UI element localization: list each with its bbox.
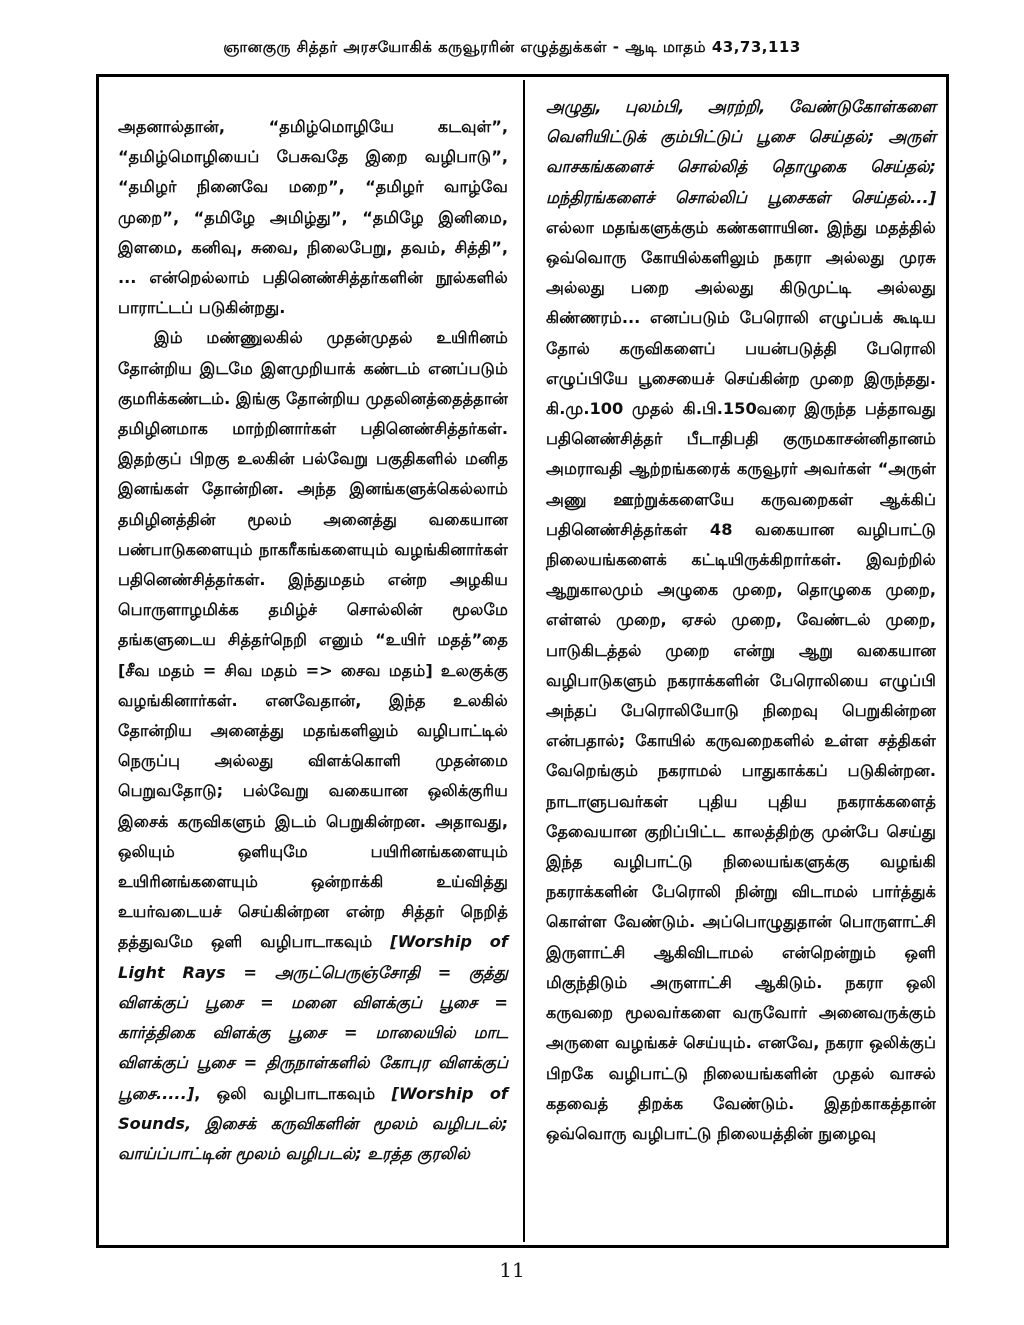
paragraph-2 [118, 323, 508, 1169]
right-column [546, 92, 936, 1149]
running-header: ஞானகுரு சித்தர் அரசயோகிக் கருவூரரின் எழுத்துக்கள் - ஆடி மாதம் 43,73,113 [223, 38, 801, 56]
paragraph-1: அதனால்தான், “தமிழ்மொழியே கடவுள்”, “தமிழ்மொழியைப் பேசுவதே இறை வழிபாடு”, “தமிழர் நினைவே மறை”, “தமிழர் வாழ்வே முறை”, “தமிழே அமிழ்து”, “தமிழே இனிமை, இளமை, கனிவு, சுவை, நிலைபேறு, தவம், சித்தி”, ... என்றெல்லாம் பதினெண்சித்தர்களின் நூல்களில் பாராட்டப் படுகின்றது. [118, 117, 508, 318]
page-number: 11 [499, 1258, 525, 1282]
paragraph-3-text: எல்லா மதங்களுக்கும் கண்களாயின. இந்து மதத்தில் ஒவ்வொரு கோயில்களிலும் நகரா அல்லது முரசு அல்லது பறை அல்லது கிடுமுட்டி அல்லது கிண்ணரம்... எனப்படும் பேரொலி எழுப்பக் கூடிய தோல் கருவிகளைப் பயன்படுத்தி பேரொலி எழுப்பியே பூசையைச் செய்கின்ற முறை இருந்தது. கி.மு.100 முதல் கி.பி.150வரை இருந்த பத்தாவது பதினெண்சித்தர் பீடாதிபதி குருமகாசன்னிதானம் அமராவதி ஆற்றங்கரைக் கருவூரர் அவர்கள் “அருள் அணு ஊற்றுக்களையே கருவறைகள் ஆக்கிப் பதினெண்சித்தர்கள் 48 வகையான வழிபாட்டு நிலையங்களைக் கட்டியிருக்கிறார்கள். இவற்றில் ஆறுகாலமும் அழுகை முறை, தொழுகை முறை, எள்ளல் முறை, ஏசல் முறை, வேண்டல் முறை, பாடுகிடத்தல் முறை என்று ஆறு வகையான வழிபாடுகளும் நகராக்களின் பேரொலியை எழுப்பி அந்தப் பேரொலியோடு நிறைவு பெறுகின்றன என்பதால்; கோயில் கருவறைகளில் உள்ள சத்திகள் வேறெங்கும் நகராமல் பாதுகாக்கப் படுகின்றன. நாடாளுபவர்கள் புதிய புதிய நகராக்களைத் தேவையான குறிப்பிட்ட காலத்திற்கு முன்பே செய்து இந்த வழிபாட்டு நிலையங்களுக்கு வழங்கி நகராக்களின் பேரொலி நின்று விடாமல் பார்த்துக் கொள்ள வேண்டும். அப்பொழுதுதான் பொருளாட்சி இருளாட்சி ஆகிவிடாமல் என்றென்றும் ஒளி மிகுந்திடும் அருளாட்சி ஆகிடும். நகரா ஒலி கருவறை மூலவர்களை வருவோர் அனைவருக்கும் அருளை வழங்கச் செய்யும். எனவே, நகரா ஒலிக்குப் பிறகே வழிபாட்டு நிலையங்களின் முதல் வாசல் கதவைத் திறக்க வேண்டும். இதற்காகத்தான் ஒவ்வொரு வழிபாட்டு நிலையத்தின் நுழைவு [546, 217, 936, 1143]
paragraph-2-text: இம் மண்ணுலகில் முதன்முதல் உயிரினம் தோன்றிய இடமே இளமுறியாக் கண்டம் எனப்படும் குமரிக்கண்டம். இங்கு தோன்றிய முதலினத்தைத்தான் தமிழினமாக மாற்றினார்கள் பதினெண்சித்தர்கள். இதற்குப் பிறகு உலகின் பல்வேறு பகுதிகளில் மனித இனங்கள் தோன்றின. அந்த இனங்களுக்கெல்லாம் தமிழினத்தின் மூலம் அனைத்து வகையான பண்பாடுகளையும் நாகரீகங்களையும் வழங்கினார்கள் பதினெண்சித்தர்கள். இந்துமதம் என்ற அழகிய பொருளாழமிக்க தமிழ்ச் சொல்லின் மூலமே தங்களுடைய சித்தர்நெறி எனும் “உயிர் மதத்”தை [சீவ மதம் = சிவ மதம் => சைவ மதம்] உலகுக்கு வழங்கினார்கள். எனவேதான், இந்த உலகில் தோன்றிய அனைத்து மதங்களிலும் வழிபாட்டில் நெருப்பு அல்லது விளக்கொளி முதன்மை பெறுவதோடு; பல்வேறு வகையான ஒலிக்குரிய இசைக் கருவிகளும் இடம் பெறுகின்றன. அதாவது, ஒலியும் ஒளியுமே பயிரினங்களையும் உயிரினங்களையும் ஒன்றாக்கி உய்வித்து உயர்வடையச் செய்கின்றன என்ற சித்தர் நெறித் தத்துவமே ஒளி வழிபாடாகவும் [118, 328, 508, 952]
paragraph-3 [546, 92, 936, 1149]
left-column [118, 112, 508, 1169]
column-divider [523, 80, 525, 1242]
sound-worship-note-cont: அழுது, புலம்பி, அரற்றி, வேண்டுகோள்களை வெளியிட்டுக் கும்பிட்டுப் பூசை செய்தல்; அருள் வாசகங்களைச் சொல்லித் தொழுகை செய்தல்; மந்திரங்களைச் சொல்லிப் பூசைகள் செய்தல்...] [546, 97, 936, 207]
sound-worship-note: [Worship of Sounds, இசைக் கருவிகளின் மூலம் வழிபடல்; வாய்ப்பாட்டின் மூலம் வழிபடல்; உரத்த குரலில் [118, 1083, 508, 1163]
light-worship-note: [Worship of Light Rays = அருட்பெருஞ்சோதி = குத்து விளக்குப் பூசை = மனை விளக்குப் பூசை = கார்த்திகை விளக்கு பூசை = மாலையில் மாட விளக்குப் பூசை = திருநாள்களில் கோபுர விளக்குப் பூசை.....] [118, 932, 508, 1103]
paragraph-2-text-cont: , ஒலி வழிபாடாகவும் [194, 1083, 392, 1103]
